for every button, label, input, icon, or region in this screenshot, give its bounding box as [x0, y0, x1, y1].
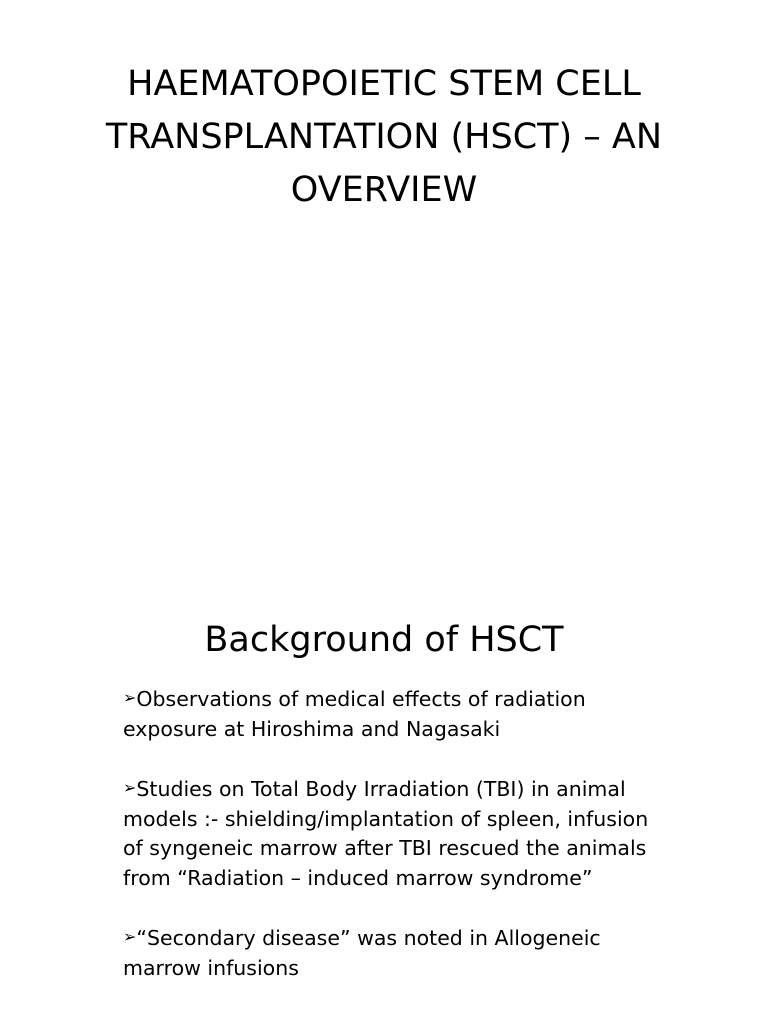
arrow-bullet-icon: ➢	[123, 778, 137, 797]
bullet-text: models :- shielding/implantation of spleen, infusion	[123, 806, 649, 831]
arrow-bullet-icon: ➢	[123, 927, 137, 946]
bullet-text: from “Radiation – induced marrow syndrome”	[123, 865, 593, 890]
bullet-text: Studies on Total Body Irradiation (TBI) in animal	[136, 777, 626, 801]
bullet-text: exposure at Hiroshima and Nagasaki	[123, 716, 501, 741]
slide-heading: Background of HSCT	[204, 620, 564, 660]
bullet-item	[123, 773, 663, 893]
bullet-text: “Secondary disease” was noted in Allogeneic	[136, 926, 601, 950]
bullet-list	[123, 683, 663, 1012]
slide-background	[0, 512, 768, 1024]
bullet-item	[123, 922, 663, 983]
bullet-text: marrow infusions	[123, 955, 299, 980]
bullet-text: Observations of medical effects of radiation	[136, 687, 586, 711]
title-line: OVERVIEW	[290, 170, 478, 210]
title-line: TRANSPLANTATION (HSCT) – AN	[105, 117, 663, 157]
arrow-bullet-icon: ➢	[123, 688, 137, 707]
bullet-item	[123, 683, 663, 744]
bullet-text: of syngeneic marrow after TBI rescued the animals	[123, 836, 647, 860]
title-line: HAEMATOPOIETIC STEM CELL	[127, 64, 641, 104]
presentation-title	[40, 58, 728, 217]
